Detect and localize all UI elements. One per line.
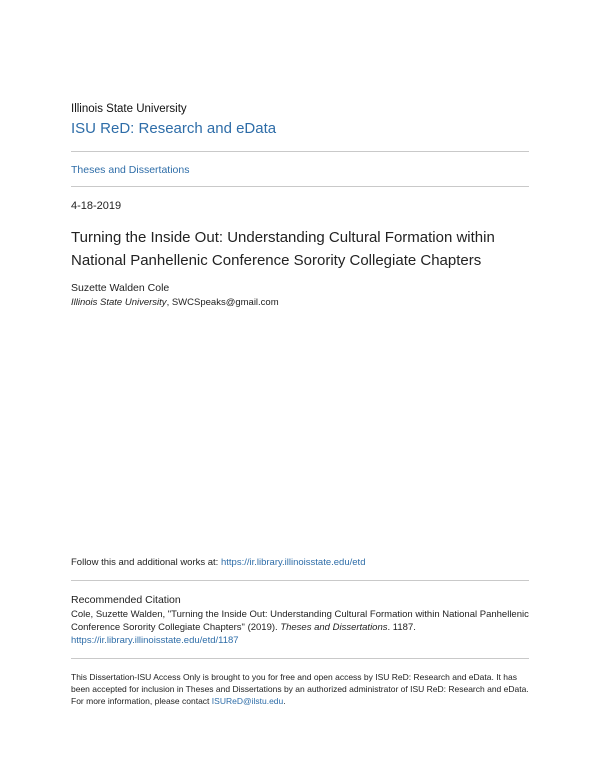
follow-text: Follow this and additional works at: xyxy=(71,557,221,568)
follow-line xyxy=(71,557,365,568)
divider-notice xyxy=(71,658,529,659)
author-email: SWCSpeaks@gmail.com xyxy=(171,297,279,308)
citation-text xyxy=(71,608,531,647)
collection-link[interactable]: Theses and Dissertations xyxy=(71,164,190,176)
contact-email-link[interactable]: ISUReD@ilstu.edu xyxy=(211,696,284,706)
divider-citation xyxy=(71,580,529,581)
citation-prefix: Cole, Suzette Walden, "Turning the Inside Out: Understanding Cultural Formation within National Panhellenic Conference Sorority Collegiate Chapters" (2019). xyxy=(71,609,529,633)
divider-middle xyxy=(71,186,529,187)
notice-text: This Dissertation-ISU Access Only is brought to you for free and open access by ISU ReD: Research and eData. It has been accepted for inclusion in Theses and Dissertations by an authorized administrator of ISU ReD: Research and eData. For more information, please contact xyxy=(71,672,529,706)
document-title: Turning the Inside Out: Understanding Cultural Formation within National Panhellenic Conference Sorority Collegiate Chapters xyxy=(71,229,495,269)
citation-series: Theses and Dissertations xyxy=(280,622,388,633)
publication-date: 4-18-2019 xyxy=(71,200,122,212)
follow-link[interactable]: https://ir.library.illinoisstate.edu/etd xyxy=(220,557,366,568)
university-name: Illinois State University xyxy=(71,103,187,115)
divider-top xyxy=(71,151,529,152)
affiliation-name: Illinois State University xyxy=(71,297,167,308)
citation-number: . 1187. xyxy=(387,622,416,633)
author-affiliation xyxy=(71,297,279,308)
notice-end: . xyxy=(283,696,286,706)
access-notice xyxy=(71,671,531,707)
citation-link[interactable]: https://ir.library.illinoisstate.edu/etd/1187 xyxy=(71,635,239,646)
author-name: Suzette Walden Cole xyxy=(71,282,170,294)
repository-link[interactable]: ISU ReD: Research and eData xyxy=(71,120,277,137)
affiliation-separator: , xyxy=(166,297,172,308)
recommended-citation-heading: Recommended Citation xyxy=(71,594,181,606)
